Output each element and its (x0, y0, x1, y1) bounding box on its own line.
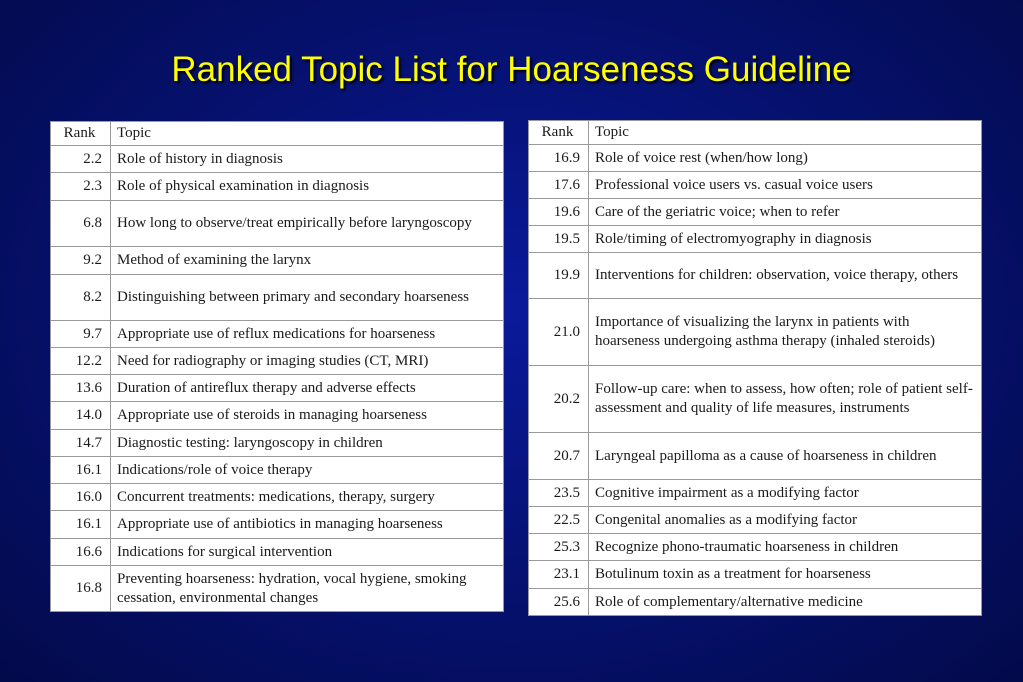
table-row (51, 348, 504, 375)
table-row (529, 172, 982, 199)
table-row (51, 201, 504, 247)
rank-cell: 16.1 (51, 457, 111, 484)
rank-cell: 2.3 (51, 173, 111, 201)
table-row (51, 457, 504, 484)
table-row (529, 433, 982, 480)
topic-cell: Diagnostic testing: laryngoscopy in children (111, 430, 504, 457)
topic-cell: How long to observe/treat empirically before laryngoscopy (111, 201, 504, 247)
topic-cell: Appropriate use of steroids in managing hoarseness (111, 402, 504, 430)
rank-cell: 14.7 (51, 430, 111, 457)
ranked-topic-table-right (528, 120, 982, 616)
table-row (51, 321, 504, 348)
rank-cell: 20.7 (529, 433, 589, 480)
topic-cell: Preventing hoarseness: hydration, vocal hygiene, smoking cessation, environmental changes (111, 566, 504, 612)
rank-cell: 23.5 (529, 480, 589, 507)
rank-cell: 13.6 (51, 375, 111, 402)
topic-cell: Appropriate use of reflux medications for hoarseness (111, 321, 504, 348)
rank-cell: 16.9 (529, 145, 589, 172)
rank-cell: 6.8 (51, 201, 111, 247)
topic-cell: Importance of visualizing the larynx in patients with hoarseness undergoing asthma therapy (inhaled steroids) (589, 299, 982, 366)
table-row (51, 173, 504, 201)
rank-cell: 14.0 (51, 402, 111, 430)
topic-cell: Role of physical examination in diagnosis (111, 173, 504, 201)
table-header-row (529, 121, 982, 145)
table-row (51, 375, 504, 402)
rank-cell: 8.2 (51, 275, 111, 321)
table-row (529, 145, 982, 172)
rank-cell: 21.0 (529, 299, 589, 366)
topic-cell: Duration of antireflux therapy and adverse effects (111, 375, 504, 402)
topic-cell: Laryngeal papilloma as a cause of hoarseness in children (589, 433, 982, 480)
topic-cell: Role of complementary/alternative medicine (589, 589, 982, 616)
topic-cell: Cognitive impairment as a modifying factor (589, 480, 982, 507)
topic-cell: Concurrent treatments: medications, therapy, surgery (111, 484, 504, 511)
rank-column-header: Rank (51, 122, 111, 146)
ranked-topic-table-left (50, 121, 504, 612)
table-row (529, 589, 982, 616)
table-row (51, 146, 504, 173)
table-row (529, 366, 982, 433)
table-row (51, 247, 504, 275)
rank-cell: 23.1 (529, 561, 589, 589)
table-row (51, 511, 504, 539)
topic-cell: Interventions for children: observation, voice therapy, others (589, 253, 982, 299)
rank-cell: 19.9 (529, 253, 589, 299)
topic-cell: Need for radiography or imaging studies (CT, MRI) (111, 348, 504, 375)
slide-title: Ranked Topic List for Hoarseness Guideline (171, 50, 852, 89)
table-row (51, 430, 504, 457)
table-row (529, 561, 982, 589)
table-row (51, 484, 504, 511)
rank-cell: 16.6 (51, 539, 111, 566)
table-row (51, 275, 504, 321)
rank-cell: 2.2 (51, 146, 111, 173)
table-row (51, 539, 504, 566)
table-row (51, 566, 504, 612)
rank-cell: 19.5 (529, 226, 589, 253)
table-row (529, 507, 982, 534)
rank-cell: 17.6 (529, 172, 589, 199)
table-header-row (51, 122, 504, 146)
rank-cell: 22.5 (529, 507, 589, 534)
topic-cell: Congenital anomalies as a modifying factor (589, 507, 982, 534)
table-row (529, 199, 982, 226)
rank-cell: 16.0 (51, 484, 111, 511)
table-row (51, 402, 504, 430)
table-row (529, 299, 982, 366)
table-row (529, 253, 982, 299)
table-row (529, 480, 982, 507)
rank-cell: 12.2 (51, 348, 111, 375)
topic-cell: Recognize phono-traumatic hoarseness in children (589, 534, 982, 561)
rank-cell: 20.2 (529, 366, 589, 433)
topic-cell: Role/timing of electromyography in diagnosis (589, 226, 982, 253)
topic-cell: Role of history in diagnosis (111, 146, 504, 173)
rank-cell: 16.8 (51, 566, 111, 612)
topic-cell: Follow-up care: when to assess, how often; role of patient self-assessment and quality of life measures, instruments (589, 366, 982, 433)
rank-column-header: Rank (529, 121, 589, 145)
topic-cell: Botulinum toxin as a treatment for hoarseness (589, 561, 982, 589)
topic-cell: Indications for surgical intervention (111, 539, 504, 566)
topic-cell: Care of the geriatric voice; when to refer (589, 199, 982, 226)
rank-cell: 25.3 (529, 534, 589, 561)
topic-cell: Method of examining the larynx (111, 247, 504, 275)
table-row (529, 226, 982, 253)
rank-cell: 16.1 (51, 511, 111, 539)
rank-cell: 9.2 (51, 247, 111, 275)
topic-column-header: Topic (111, 122, 504, 146)
rank-cell: 25.6 (529, 589, 589, 616)
rank-cell: 19.6 (529, 199, 589, 226)
topic-cell: Professional voice users vs. casual voice users (589, 172, 982, 199)
topic-cell: Distinguishing between primary and secondary hoarseness (111, 275, 504, 321)
table-row (529, 534, 982, 561)
topic-cell: Role of voice rest (when/how long) (589, 145, 982, 172)
topic-cell: Indications/role of voice therapy (111, 457, 504, 484)
topic-cell: Appropriate use of antibiotics in managing hoarseness (111, 511, 504, 539)
rank-cell: 9.7 (51, 321, 111, 348)
topic-column-header: Topic (589, 121, 982, 145)
